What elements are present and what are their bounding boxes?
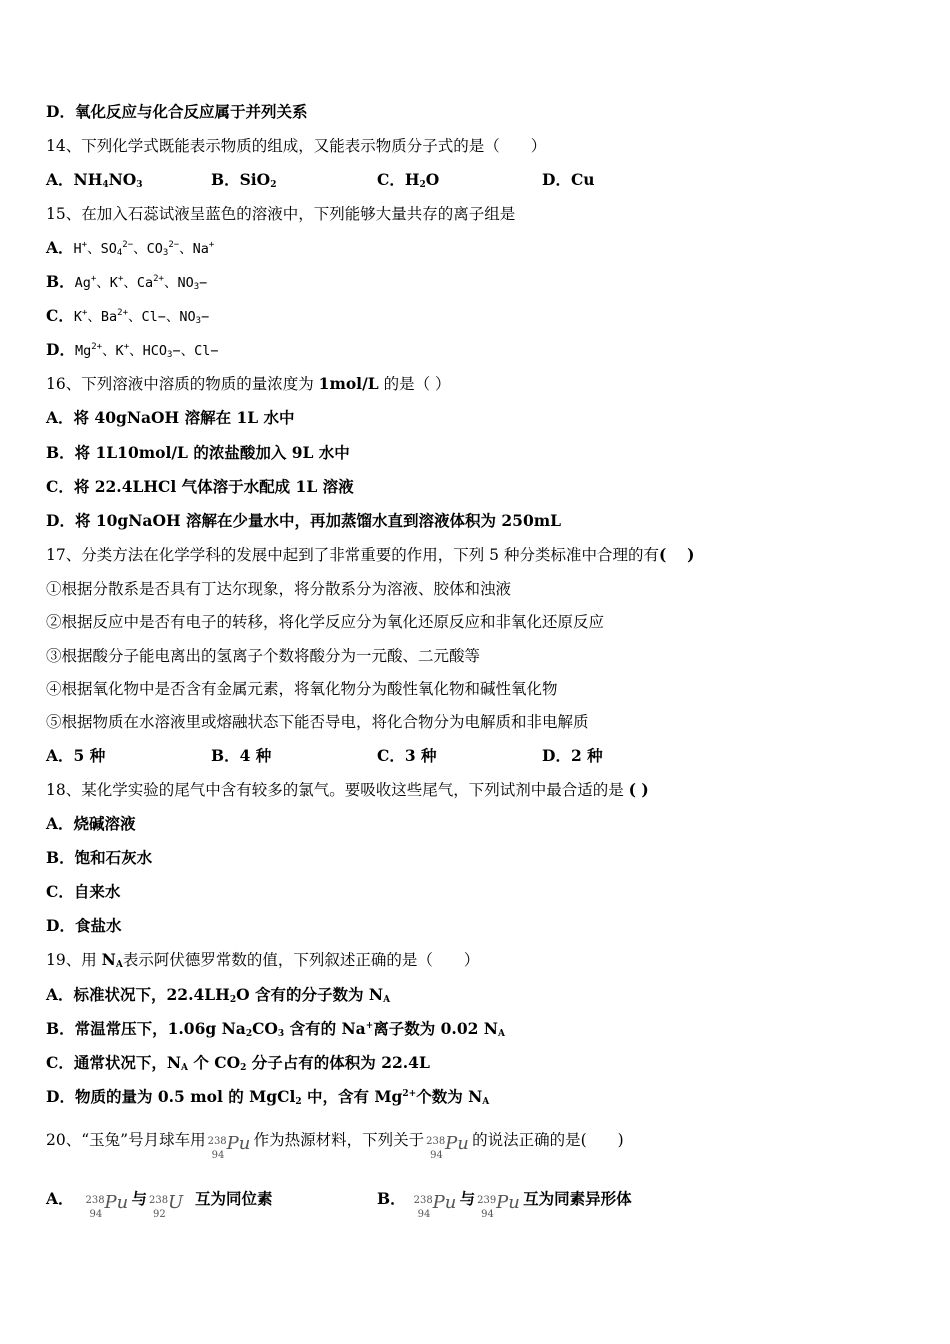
q20-stem: 20、“玉兔”号月球车用 238 94 Pu 作为热源材料，下列关于 238 94 Pu 的说法正确的是( ) — [46, 1121, 624, 1159]
q19-option-a: A．标准状况下，$22.4LH_2O$ 含有的分子数为 $N_A$ — [46, 985, 391, 1005]
q18-option-b: B．饱和石灰水 — [46, 848, 153, 867]
q14-option-a: A．$NH_4NO_3$ — [46, 170, 143, 190]
q16-option-d: D．将 10gNaOH 溶解在少量水中，再加蒸馏水直到溶液体积为 250mL — [46, 511, 562, 530]
q18-option-d: D．食盐水 — [46, 916, 122, 935]
q14-option-b: B．SiO$_2$ — [211, 170, 277, 190]
pu-238-nuclide: 238 94 Pu — [413, 1192, 457, 1220]
q17-option-a: A．5 种 — [46, 746, 106, 765]
q14-stem: 14、下列化学式既能表示物质的组成，又能表示物质分子式的是（ ） — [46, 137, 547, 155]
pu-238-nuclide: 238 94 Pu — [85, 1192, 129, 1220]
q16-option-c: C．将 22.4LHCl 气体溶于水配成 1L 溶液 — [46, 477, 354, 496]
q14-option-d: D．Cu — [542, 170, 595, 189]
pu-239-nuclide: 239 94 Pu — [477, 1192, 520, 1220]
q17-statement-5: ⑤根据物质在水溶液里或熔融状态下能否导电，将化合物分为电解质和非电解质 — [46, 713, 589, 731]
q19-option-c: C．通常状况下，$N_A$ 个 $CO_2$ 分子占有的体积为 22.4L — [46, 1053, 430, 1073]
q15-option-a: A．H+、$SO_4^{2-}$、$CO_3^{2-}$、Na+ — [46, 238, 215, 258]
pu-238-nuclide: 238 94 Pu — [426, 1133, 469, 1161]
q19-option-b: B．常温常压下，1.06g $Na_2CO_3$ 含有的 Na+离子数为 0.02 $N_A$ — [46, 1019, 505, 1039]
q14-option-c: C．$H_2O$ — [377, 170, 440, 190]
q18-stem: 18、某化学实验的尾气中含有较多的氯气。要吸收这些尾气，下列试剂中最合适的是 ( ) — [46, 780, 649, 799]
q17-option-d: D．2 种 — [542, 746, 603, 765]
q17-statement-2: ②根据反应中是否有电子的转移，将化学反应分为氧化还原反应和非氧化还原反应 — [46, 613, 605, 631]
q16-option-a: A．将 40gNaOH 溶解在 1L 水中 — [46, 408, 295, 427]
q15-option-d: D．$Mg^{2+}$、K+、$HCO_3-$、Cl− — [46, 340, 219, 360]
q16-option-b: B．将 1L10mol/L 的浓盐酸加入 9L 水中 — [46, 443, 350, 462]
q20-option-a: A． 238 94 Pu 与 238 92 U 互为同位素 — [46, 1180, 273, 1218]
q17-statement-4: ④根据氧化物中是否含有金属元素，将氧化物分为酸性氧化物和碱性氧化物 — [46, 680, 558, 698]
q15-stem: 15、在加入石蕊试液呈蓝色的溶液中，下列能够大量共存的离子组是 — [46, 205, 516, 223]
q19-option-d: D．物质的量为 0.5 mol 的 MgCl$_2$ 中，含有 $Mg^{2+}$个数为 $N_A$ — [46, 1087, 490, 1107]
pu-238-nuclide: 238 94 Pu — [207, 1133, 251, 1161]
q17-statement-3: ③根据酸分子能电离出的氢离子个数将酸分为一元酸、二元酸等 — [46, 647, 481, 665]
q16-stem: 16、下列溶液中溶质的物质的量浓度为 1mol/L 的是（ ） — [46, 374, 451, 393]
q17-statement-1: ①根据分散系是否具有丁达尔现象，将分散系分为溶液、胶体和浊液 — [46, 580, 512, 598]
q18-option-c: C．自来水 — [46, 882, 121, 901]
q17-stem: 17、分类方法在化学学科的发展中起到了非常重要的作用，下列 5 种分类标准中合理的有( ) — [46, 545, 695, 564]
q20-option-b: B． 238 94 Pu 与 239 94 Pu 互为同素异形体 — [377, 1180, 632, 1218]
q19-stem: 19、用 $N_A$表示阿伏德罗常数的值，下列叙述正确的是（ ） — [46, 950, 480, 970]
q18-option-a: A．烧碱溶液 — [46, 814, 136, 833]
q13-option-d: D．氧化反应与化合反应属于并列关系 — [46, 102, 308, 121]
q15-option-b: B．Ag+、K+、$Ca^{2+}$、$NO_3-$ — [46, 272, 208, 292]
u-238-nuclide: 238 92 U — [149, 1192, 184, 1220]
q17-option-c: C．3 种 — [377, 746, 437, 765]
q15-option-c: C．K+、$Ba^{2+}$、Cl−、$NO_3-$ — [46, 306, 210, 326]
q17-option-b: B．4 种 — [211, 746, 272, 765]
